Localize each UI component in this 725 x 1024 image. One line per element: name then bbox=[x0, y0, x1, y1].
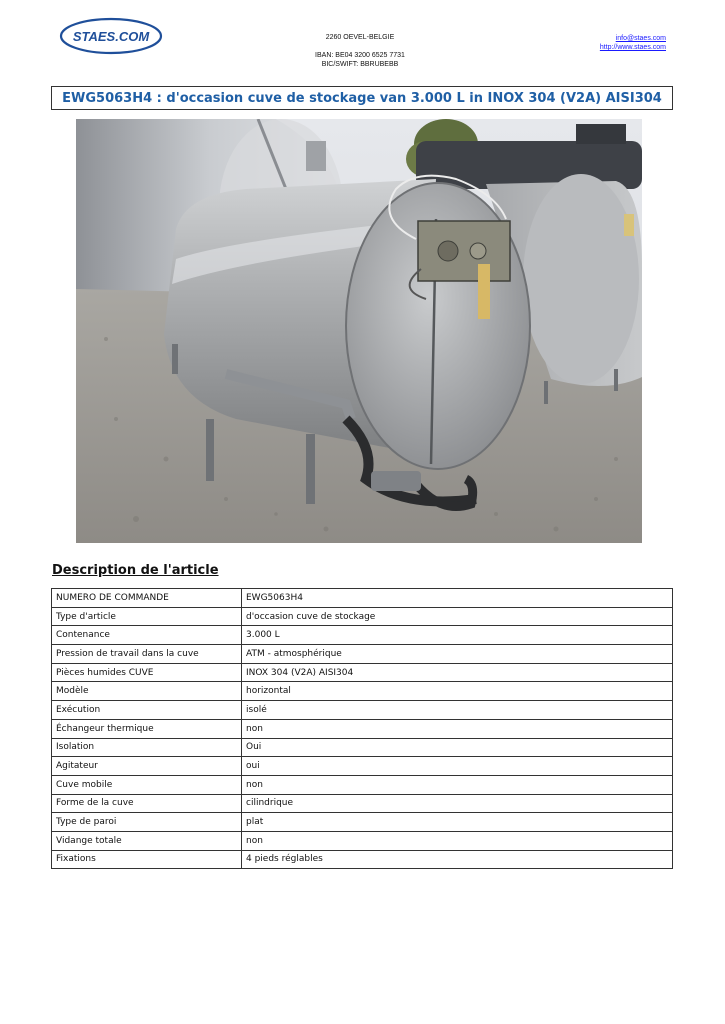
table-row bbox=[52, 589, 673, 608]
address-line: 2260 OEVEL-BELGIE bbox=[325, 34, 395, 41]
spec-value: non bbox=[242, 831, 673, 850]
email-link[interactable]: info@staes.com bbox=[615, 35, 666, 42]
spec-value: d'occasion cuve de stockage bbox=[242, 607, 673, 626]
product-photo bbox=[76, 119, 642, 543]
table-row bbox=[52, 813, 673, 832]
company-logo bbox=[59, 17, 163, 55]
table-row bbox=[52, 757, 673, 776]
spec-value: Oui bbox=[242, 738, 673, 757]
spec-value: oui bbox=[242, 757, 673, 776]
spec-label: Type d'article bbox=[52, 607, 242, 626]
table-row bbox=[52, 663, 673, 682]
table-row bbox=[52, 738, 673, 757]
spec-value: horizontal bbox=[242, 682, 673, 701]
spec-label: Pièces humides CUVE bbox=[52, 663, 242, 682]
spec-value: non bbox=[242, 775, 673, 794]
spec-table bbox=[51, 588, 673, 869]
spec-label: Cuve mobile bbox=[52, 775, 242, 794]
logo-text: STAES.COM bbox=[72, 29, 150, 44]
table-row bbox=[52, 626, 673, 645]
product-title-box bbox=[51, 86, 673, 110]
table-row bbox=[52, 719, 673, 738]
spec-value: isolé bbox=[242, 701, 673, 720]
spec-label: Modèle bbox=[52, 682, 242, 701]
spec-label: Exécution bbox=[52, 701, 242, 720]
product-title: EWG5063H4 : d'occasion cuve de stockage van 3.000 L in INOX 304 (V2A) AISI304 bbox=[62, 90, 662, 106]
spec-label: Isolation bbox=[52, 738, 242, 757]
iban-line: IBAN: BE04 3200 6525 7731 bbox=[315, 52, 405, 59]
spec-label: Pression de travail dans la cuve bbox=[52, 645, 242, 664]
spec-value: cilindrique bbox=[242, 794, 673, 813]
section-title: Description de l'article bbox=[52, 563, 219, 578]
table-row bbox=[52, 850, 673, 869]
table-row bbox=[52, 794, 673, 813]
table-row bbox=[52, 701, 673, 720]
spec-value: plat bbox=[242, 813, 673, 832]
spec-value: 4 pieds réglables bbox=[242, 850, 673, 869]
spec-value: INOX 304 (V2A) AISI304 bbox=[242, 663, 673, 682]
company-address bbox=[260, 33, 460, 69]
spec-label: NUMERO DE COMMANDE bbox=[52, 589, 242, 608]
spec-value: 3.000 L bbox=[242, 626, 673, 645]
spec-label: Type de paroi bbox=[52, 813, 242, 832]
website-link[interactable]: http://www.staes.com bbox=[599, 44, 666, 51]
spec-label: Vidange totale bbox=[52, 831, 242, 850]
spec-label: Forme de la cuve bbox=[52, 794, 242, 813]
spec-value: non bbox=[242, 719, 673, 738]
contact-links bbox=[600, 34, 666, 52]
table-row bbox=[52, 682, 673, 701]
bic-line: BIC/SWIFT: BBRUBEBB bbox=[321, 61, 399, 68]
table-row bbox=[52, 831, 673, 850]
spec-label: Agitateur bbox=[52, 757, 242, 776]
spec-label: Contenance bbox=[52, 626, 242, 645]
spec-label: Fixations bbox=[52, 850, 242, 869]
table-row bbox=[52, 775, 673, 794]
spec-value: EWG5063H4 bbox=[242, 589, 673, 608]
table-row bbox=[52, 645, 673, 664]
spec-value: ATM - atmosphérique bbox=[242, 645, 673, 664]
spec-label: Échangeur thermique bbox=[52, 719, 242, 738]
table-row bbox=[52, 607, 673, 626]
